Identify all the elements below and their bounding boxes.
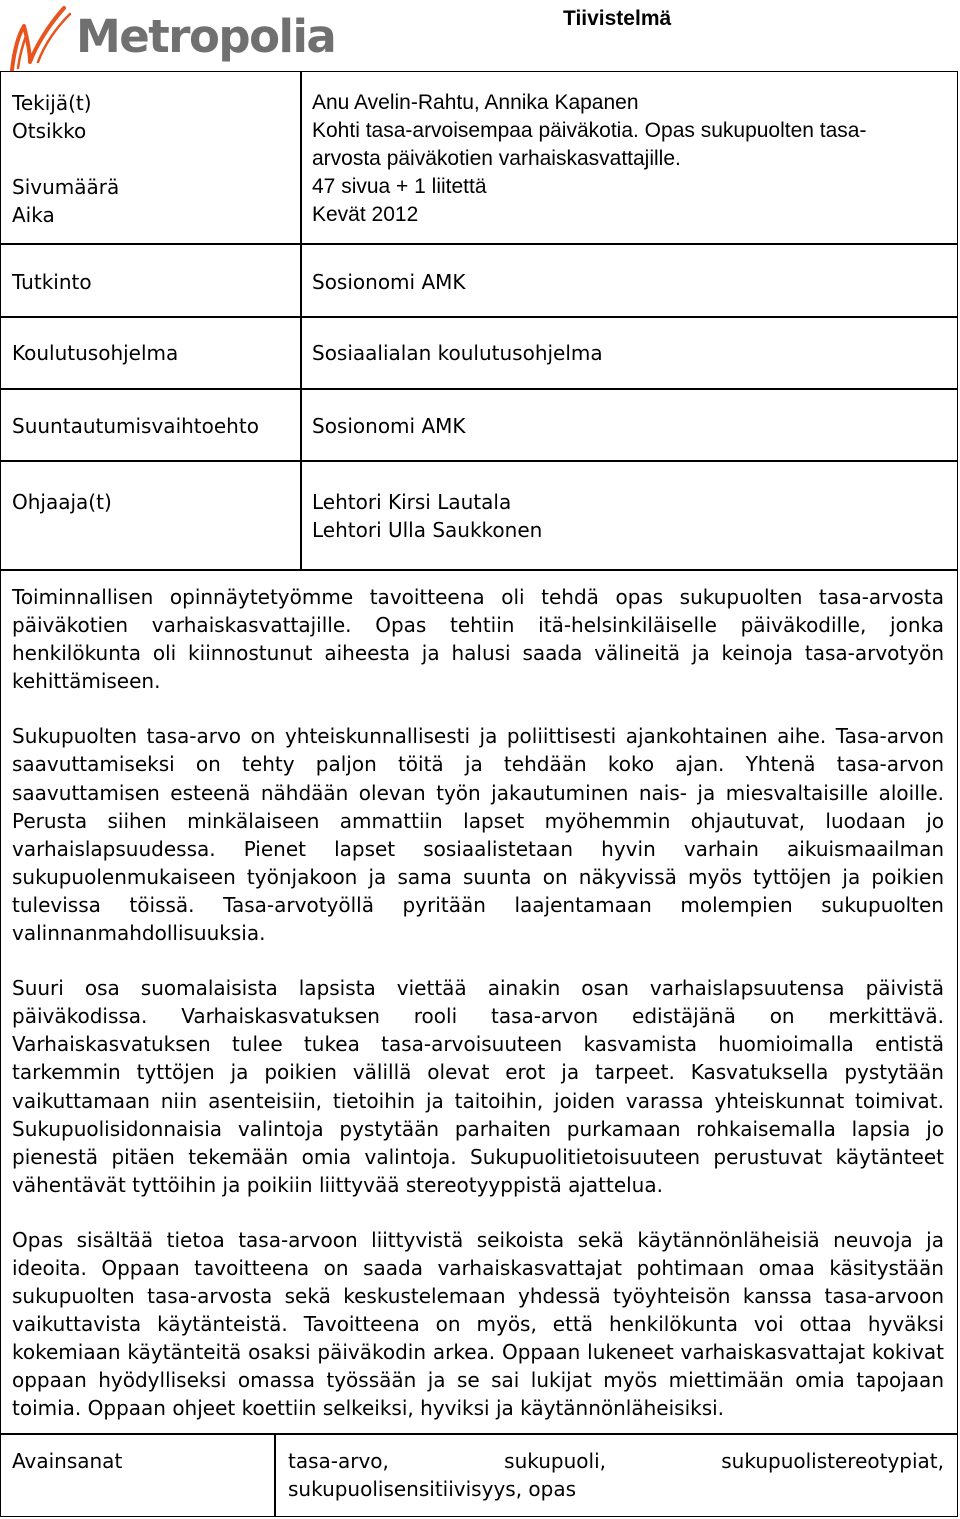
abstract-text <box>12 583 944 1450</box>
time-label: Aika <box>12 203 55 227</box>
author-value: Anu Avelin-Rahtu, Annika Kapanen <box>312 91 639 114</box>
row-separator <box>0 388 958 390</box>
row-separator <box>0 243 958 245</box>
abstract-paragraph: Toiminnallisen opinnäytetyömme tavoitteena oli tehdä opas sukupuolten tasa-arvosta päiväkotien varhaiskasvattajille. Opas tehtiin itä-helsinkiläiselle päiväkodille, jonka henkilökunta oli kiinnostunut aiheesta ja halusi saada välineitä ja keinoja tasa-arvotyön kehittämiseen. <box>12 585 944 694</box>
title-value-line1: Kohti tasa-arvoisempaa päiväkotia. Opas sukupuolten tasa- <box>312 119 867 142</box>
keywords-divider <box>274 1433 276 1517</box>
info-table-divider <box>300 71 302 571</box>
instructor-1: Lehtori Kirsi Lautala <box>312 490 512 514</box>
keywords-label: Avainsanat <box>12 1449 123 1473</box>
row-separator <box>0 316 958 318</box>
document-type-title: Tiivistelmä <box>563 7 672 30</box>
title-label: Otsikko <box>12 119 87 143</box>
instructors-label: Ohjaaja(t) <box>12 490 112 514</box>
title-value-line2: arvosta päiväkotien varhaiskasvattajille. <box>312 147 681 170</box>
abstract-paragraph: Suuri osa suomalaisista lapsista viettää ainakin osan varhaislapsuutensa päivistä päiväkodissa. Varhaiskasvatuksen rooli tasa-arvon edistäjänä on merkittävä. Varhaiskasvatuksen tulee tukea tasa-arvoisuuteen kasvamista huomioimalla entistä tarkemmin tyttöjen ja poikien välillä olevat erot ja tarpeet. Kasvatuksella pystytään vaikuttamaan niin asenteisiin, tietoihin ja taitoihin, joiden varassa yhteiskunnat toimivat. Sukupuolisidonnaisia valintoja pystytään parhaiten purkamaan rohkaisemalla lapsia jo pienestä pitäen tekemään omia valintoja. Sukupuolitietoisuuteen perustuvat käytänteet vähentävät tyttöihin ja poikiin liittyvää stereotyyppistä ajattelua. <box>12 976 944 1197</box>
metropolia-logo <box>8 2 336 72</box>
logo-text: Metropolia <box>76 10 336 63</box>
keywords-value: tasa-arvo, sukupuoli, sukupuolistereotypiat, sukupuolisensitiivisyys, opas <box>288 1449 944 1501</box>
programme-value: Sosiaalialan koulutusohjelma <box>312 341 603 365</box>
degree-value: Sosionomi AMK <box>312 270 466 294</box>
pages-label: Sivumäärä <box>12 175 120 199</box>
degree-label: Tutkinto <box>12 270 92 294</box>
row-separator <box>0 460 958 462</box>
programme-label: Koulutusohjelma <box>12 341 179 365</box>
logo-mark-icon <box>8 2 78 72</box>
pages-value: 47 sivua + 1 liitettä <box>312 175 487 198</box>
abstract-paragraph: Sukupuolten tasa-arvo on yhteiskunnallisesti ja poliittisesti ajankohtainen aihe. Tasa-arvon saavuttamiseksi on tehty paljon töitä ja tehdään koko ajan. Yhtenä tasa-arvon saavuttamisen esteenä nähdään olevan työn jakautuminen nais- ja miesvaltaisille aloille. Perusta siihen minkälaiseen ammattiin lapset myöhemmin ohjautuvat, luodaan jo varhaislapsuudessa. Pienet lapset sosiaalistetaan hyvin varhain aikuismaailman sukupuolenmukaiseen työnjakoon ja sama suunta on näkyvissä myös tyttöjen ja poikien tulevissa töissä. Tasa-arvotyöllä pyritään laajentamaan molempien sukupuolten valinnanmahdollisuuksia. <box>12 724 944 946</box>
author-label: Tekijä(t) <box>12 91 92 115</box>
specialisation-label: Suuntautumisvaihtoehto <box>12 414 259 438</box>
specialisation-value: Sosionomi AMK <box>312 414 466 438</box>
time-value: Kevät 2012 <box>312 203 419 226</box>
instructor-2: Lehtori Ulla Saukkonen <box>312 518 543 542</box>
abstract-paragraph: Opas sisältää tietoa tasa-arvoon liittyvistä seikoista sekä käytännönläheisiä neuvoja ja ideoita. Oppaan tavoitteena on saada varhaiskasvattajat pohtimaan omaa käsitystään sukupuolten tasa-arvosta sekä keskustelemaan yhdessä työyhteisön kanssa tasa-arvoon vaikuttavista käytänteistä. Tavoitteena on myös, että henkilökunta voi ottaa hyväksi kokemiaan käytänteitä osaksi päiväkodin arkea. Oppaan lukeneet varhaiskasvattajat kokivat oppaan hyödylliseksi omassa työssään ja se sai lukijat myös miettimään omia tapojaan toimia. Oppaan ohjeet koettiin selkeiksi, hyviksi ja käytännönläheisiksi. <box>12 1227 944 1421</box>
